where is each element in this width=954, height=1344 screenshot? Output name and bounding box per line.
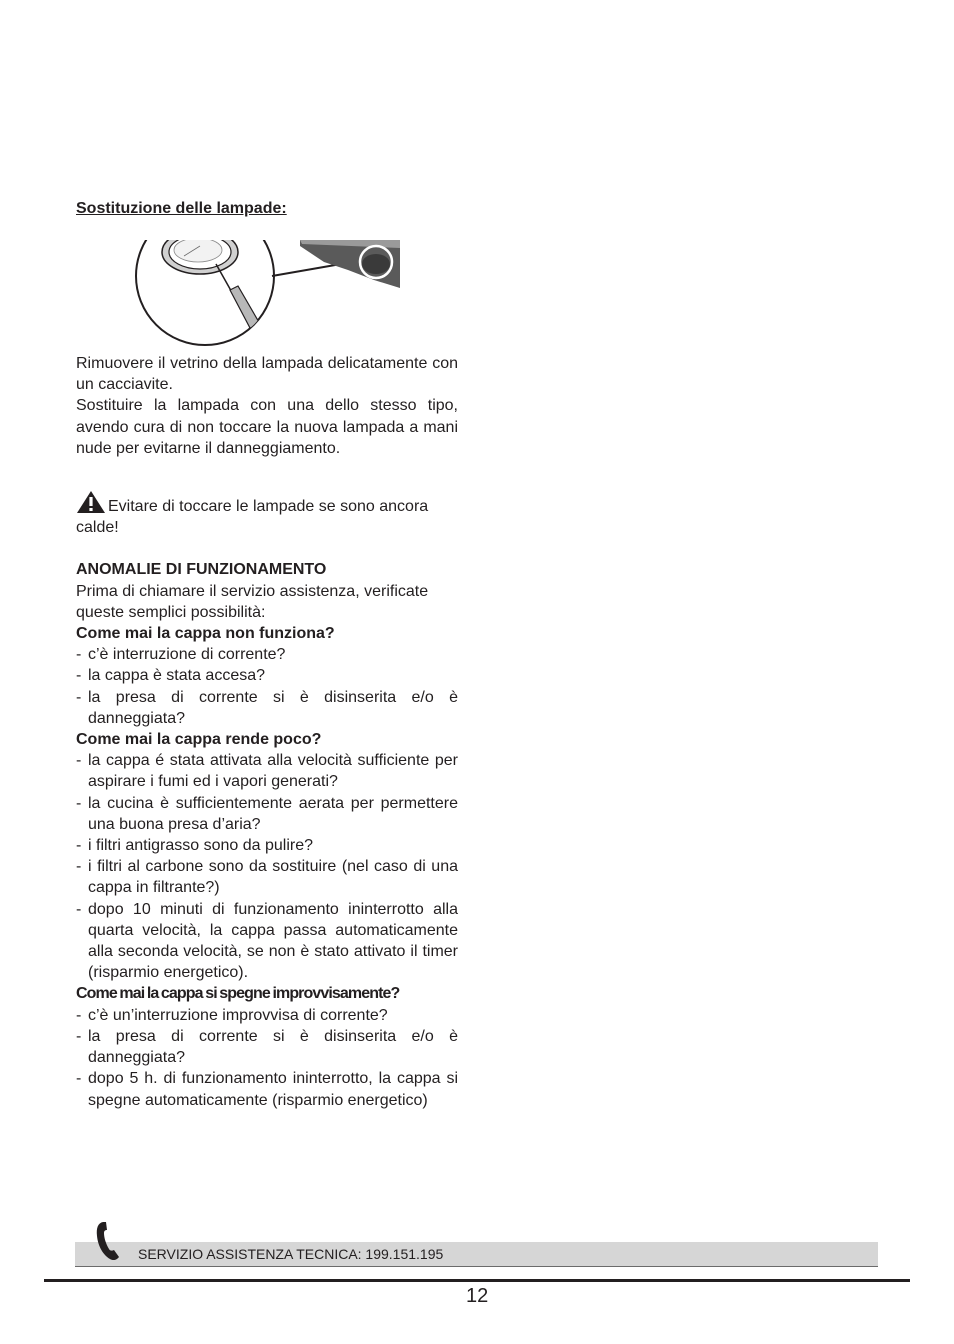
list-item: - la presa di corrente si è disinserita e/o è danneggiata? xyxy=(76,1026,458,1068)
remove-glass-text: Rimuovere il vetrino della lampada delicatamente con un cacciavite. xyxy=(76,355,458,394)
list-item: - dopo 5 h. di funzionamento ininterrotto, la cappa si spegne automaticamente (risparmio energetico) xyxy=(76,1068,458,1110)
list-item: - i filtri al carbone sono da sostituire (nel caso di una cappa in filtrante?) xyxy=(76,856,458,898)
list-item: - la presa di corrente si è disinserita e/o è danneggiata? xyxy=(76,687,458,729)
list-item: - dopo 10 minuti di funzionamento ininterrotto alla quarta velocità, la cappa passa automaticamente alla seconda velocità, se non è stato attivato il timer (risparmio energetico). xyxy=(76,899,458,984)
warning-triangle-icon xyxy=(76,490,106,514)
section-title: Sostituzione delle lampade: xyxy=(76,200,287,217)
question-not-working: Come mai la cappa non funziona? xyxy=(76,625,335,643)
anomalies-title: ANOMALIE DI FUNZIONAMENTO xyxy=(76,561,327,579)
question-low-performance: Come mai la cappa rende poco? xyxy=(76,731,322,749)
service-phone-text: SERVIZIO ASSISTENZA TECNICA: 199.151.195 xyxy=(138,1246,444,1262)
list-item: - i filtri antigrasso sono da pulire? xyxy=(76,835,458,856)
list-item: - c’è un’interruzione improvvisa di corrente? xyxy=(76,1005,458,1026)
anomalies-intro: Prima di chiamare il servizio assistenza, verificate queste semplici possibilità: xyxy=(76,582,429,621)
warning-text: Evitare di toccare le lampade se sono ancora calde! xyxy=(76,498,429,537)
service-footer xyxy=(75,1242,878,1267)
list-item: - la cappa è stata accesa? xyxy=(76,665,458,686)
list-item: - la cucina è sufficientemente aerata per permettere una buona presa d’aria? xyxy=(76,793,458,835)
question-sudden-shutdown: Come mai la cappa si spegne improvvisamente? xyxy=(76,985,400,1003)
list-item: - c’è interruzione di corrente? xyxy=(76,644,458,665)
telephone-icon xyxy=(94,1220,122,1262)
page-rule xyxy=(44,1279,910,1282)
lamp-replacement-illustration xyxy=(134,240,402,346)
list-item: - la cappa é stata attivata alla velocità sufficiente per aspirare i fumi ed i vapori generati? xyxy=(76,750,458,792)
warning-note xyxy=(76,490,458,538)
replace-lamp-text: Sostituire la lampada con una dello stesso tipo, avendo cura di non toccare la nuova lampada a mani nude per evitarne il danneggiamento. xyxy=(76,397,458,457)
page-number: 12 xyxy=(466,1285,489,1307)
